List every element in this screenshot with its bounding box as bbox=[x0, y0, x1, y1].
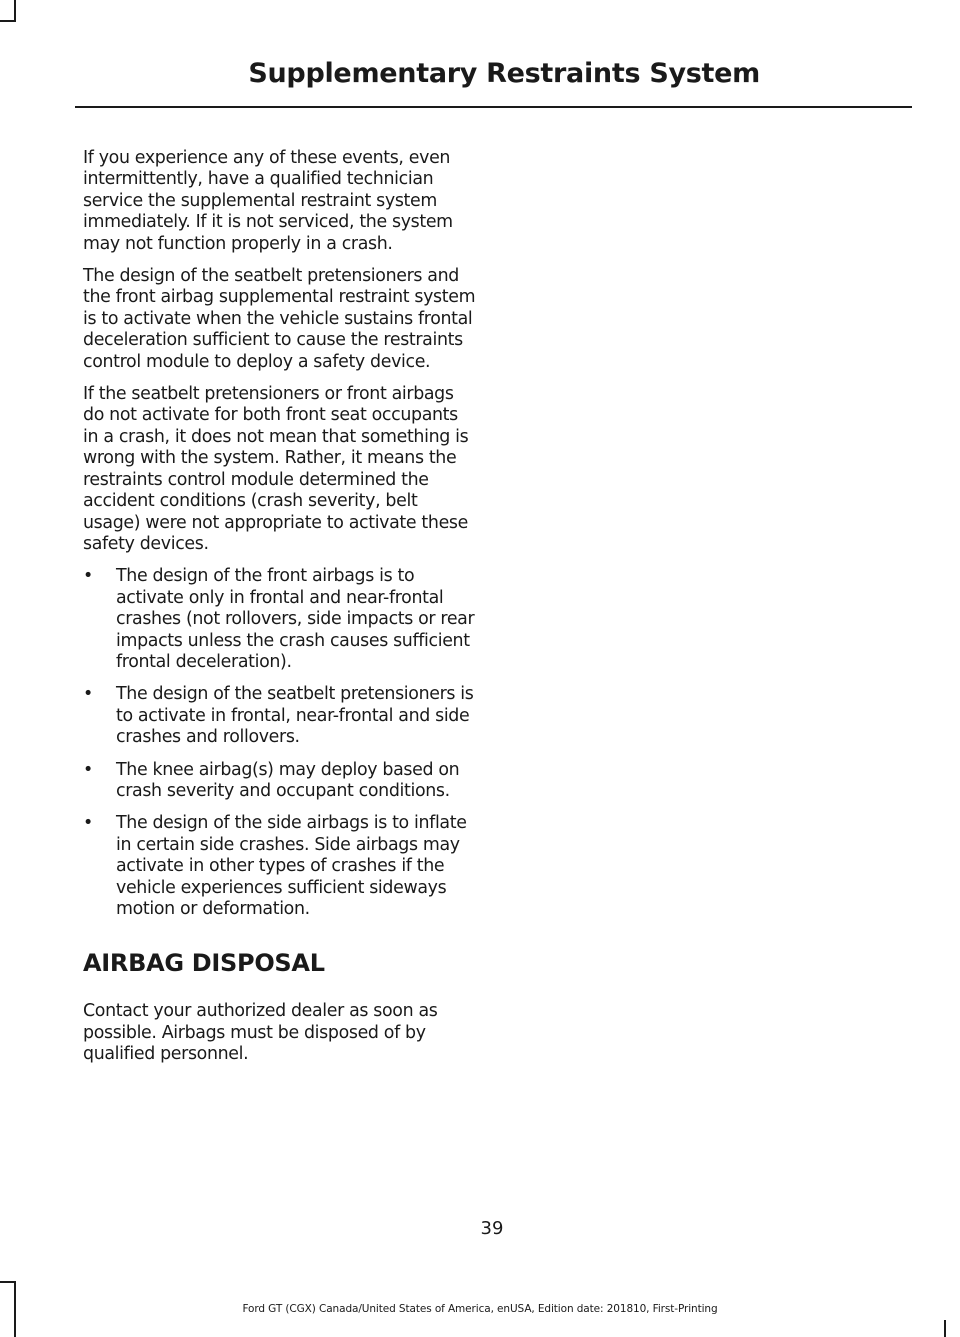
bullet-icon: • bbox=[83, 759, 93, 780]
bullet-list bbox=[83, 566, 478, 920]
header-divider bbox=[75, 106, 912, 108]
crop-mark-bottom-right-vertical bbox=[944, 1320, 946, 1337]
list-item bbox=[83, 813, 478, 920]
page-number: 39 bbox=[480, 1218, 504, 1239]
list-item-text: The design of the seatbelt pretensioners is to activate in frontal, near-frontal and side crashes and rollovers. bbox=[116, 684, 474, 748]
bullet-icon: • bbox=[83, 684, 93, 705]
list-item bbox=[83, 760, 478, 803]
crop-mark-top-left-horizontal bbox=[0, 20, 16, 22]
paragraph-non-activation: If the seatbelt pretensioners or front airbags do not activate for both front seat occupants in a crash, it does not mean that something is wrong with the system. Rather, it means the restraints control module determined the accident conditions (crash severity, belt usage) were not appropriate to activate these safety devices. bbox=[83, 384, 469, 554]
paragraph-airbag-disposal: Contact your authorized dealer as soon as possible. Airbags must be disposed of by qualified personnel. bbox=[83, 1001, 438, 1065]
paragraph-pretensioner-design: The design of the seatbelt pretensioners and the front airbag supplemental restraint system is to activate when the vehicle sustains frontal deceleration sufficient to cause the restraints control module to deploy a safety device. bbox=[83, 266, 476, 372]
bullet-icon: • bbox=[83, 566, 93, 587]
bullet-icon: • bbox=[83, 813, 93, 834]
list-item-text: The knee airbag(s) may deploy based on crash severity and occupant conditions. bbox=[116, 759, 460, 801]
list-item-text: The design of the side airbags is to inflate in certain side crashes. Side airbags may activate in other types of crashes if the vehicle experiences sufficient sideways motion or deformation. bbox=[116, 813, 467, 919]
section-heading-airbag-disposal: AIRBAG DISPOSAL bbox=[83, 949, 325, 978]
paragraph-service-warning: If you experience any of these events, even intermittently, have a qualified technician service the supplemental restraint system immediately. If it is not serviced, the system may not function properly in a crash. bbox=[83, 148, 453, 254]
footer-edition-text: Ford GT (CGX) Canada/United States of America, enUSA, Edition date: 201810, First-Printing bbox=[242, 1303, 718, 1315]
list-item bbox=[83, 684, 478, 748]
crop-mark-top-left-vertical bbox=[14, 0, 16, 20]
list-item-text: The design of the front airbags is to activate only in frontal and near-frontal crashes (not rollovers, side impacts or rear impacts unless the crash causes sufficient frontal deceleration). bbox=[116, 566, 475, 672]
list-item bbox=[83, 566, 478, 673]
page-header-title: Supplementary Restraints System bbox=[248, 58, 760, 89]
main-text-column bbox=[83, 148, 478, 1077]
